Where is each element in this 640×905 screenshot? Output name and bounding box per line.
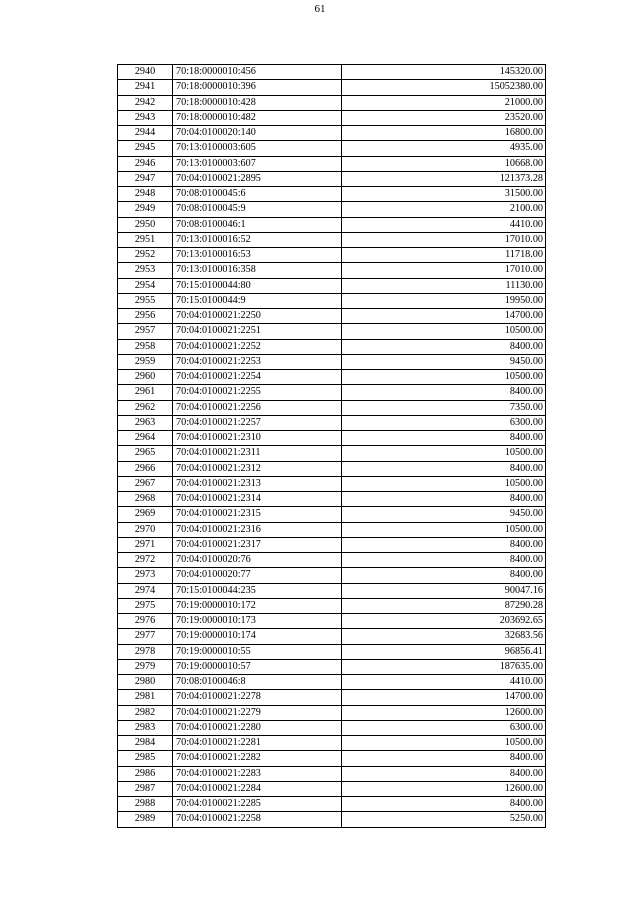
row-number-cell: 2963 (118, 415, 173, 430)
row-number-cell: 2967 (118, 476, 173, 491)
table-row (118, 720, 546, 735)
row-number-cell: 2976 (118, 614, 173, 629)
value-cell: 17010.00 (342, 232, 546, 247)
cadastral-number-cell: 70:19:0000010:174 (173, 629, 342, 644)
value-cell: 12600.00 (342, 781, 546, 796)
value-cell: 10668.00 (342, 156, 546, 171)
row-number-cell: 2951 (118, 232, 173, 247)
cadastral-number-cell: 70:04:0100020:76 (173, 553, 342, 568)
cadastral-number-cell: 70:04:0100021:2316 (173, 522, 342, 537)
table-row (118, 797, 546, 812)
table-row (118, 476, 546, 491)
value-cell: 10500.00 (342, 370, 546, 385)
value-cell: 203692.65 (342, 614, 546, 629)
row-number-cell: 2945 (118, 141, 173, 156)
cadastral-number-cell: 70:13:0100016:53 (173, 248, 342, 263)
cadastral-number-cell: 70:04:0100021:2313 (173, 476, 342, 491)
row-number-cell: 2947 (118, 171, 173, 186)
value-cell: 4410.00 (342, 217, 546, 232)
table-row (118, 522, 546, 537)
cadastral-number-cell: 70:04:0100021:2258 (173, 812, 342, 827)
row-number-cell: 2968 (118, 492, 173, 507)
row-number-cell: 2971 (118, 537, 173, 552)
row-number-cell: 2946 (118, 156, 173, 171)
cadastral-number-cell: 70:08:0100045:9 (173, 202, 342, 217)
table-row (118, 263, 546, 278)
row-number-cell: 2987 (118, 781, 173, 796)
value-cell: 2100.00 (342, 202, 546, 217)
cadastral-number-cell: 70:08:0100045:6 (173, 187, 342, 202)
cadastral-number-cell: 70:04:0100021:2279 (173, 705, 342, 720)
value-cell: 11130.00 (342, 278, 546, 293)
table-row (118, 492, 546, 507)
table-row (118, 568, 546, 583)
value-cell: 8400.00 (342, 537, 546, 552)
data-table (117, 64, 546, 828)
table-row (118, 461, 546, 476)
cadastral-number-cell: 70:04:0100021:2312 (173, 461, 342, 476)
value-cell: 8400.00 (342, 751, 546, 766)
cadastral-number-cell: 70:04:0100021:2310 (173, 431, 342, 446)
cadastral-number-cell: 70:08:0100046:8 (173, 675, 342, 690)
cadastral-number-cell: 70:04:0100021:2895 (173, 171, 342, 186)
row-number-cell: 2958 (118, 339, 173, 354)
table-row (118, 812, 546, 827)
value-cell: 9450.00 (342, 507, 546, 522)
table-row (118, 95, 546, 110)
row-number-cell: 2972 (118, 553, 173, 568)
cadastral-number-cell: 70:04:0100021:2285 (173, 797, 342, 812)
value-cell: 10500.00 (342, 446, 546, 461)
table-row (118, 598, 546, 613)
table-row (118, 659, 546, 674)
table-row (118, 248, 546, 263)
value-cell: 12600.00 (342, 705, 546, 720)
value-cell: 23520.00 (342, 110, 546, 125)
value-cell: 5250.00 (342, 812, 546, 827)
value-cell: 8400.00 (342, 492, 546, 507)
value-cell: 96856.41 (342, 644, 546, 659)
page-number: 61 (314, 3, 326, 15)
table-row (118, 537, 546, 552)
row-number-cell: 2957 (118, 324, 173, 339)
table-row (118, 278, 546, 293)
cadastral-number-cell: 70:13:0100016:52 (173, 232, 342, 247)
value-cell: 145320.00 (342, 65, 546, 80)
table-row (118, 385, 546, 400)
row-number-cell: 2961 (118, 385, 173, 400)
table-body (118, 65, 546, 828)
value-cell: 10500.00 (342, 736, 546, 751)
table-row (118, 705, 546, 720)
row-number-cell: 2989 (118, 812, 173, 827)
cadastral-number-cell: 70:04:0100021:2315 (173, 507, 342, 522)
value-cell: 8400.00 (342, 385, 546, 400)
table-row (118, 507, 546, 522)
cadastral-number-cell: 70:15:0100044:235 (173, 583, 342, 598)
table-row (118, 614, 546, 629)
row-number-cell: 2964 (118, 431, 173, 446)
table-row (118, 644, 546, 659)
table-row (118, 339, 546, 354)
value-cell: 8400.00 (342, 568, 546, 583)
value-cell: 17010.00 (342, 263, 546, 278)
row-number-cell: 2953 (118, 263, 173, 278)
table-row (118, 309, 546, 324)
value-cell: 8400.00 (342, 553, 546, 568)
cadastral-number-cell: 70:13:0100003:605 (173, 141, 342, 156)
cadastral-number-cell: 70:18:0000010:396 (173, 80, 342, 95)
row-number-cell: 2955 (118, 293, 173, 308)
value-cell: 6300.00 (342, 720, 546, 735)
cadastral-number-cell: 70:15:0100044:80 (173, 278, 342, 293)
cadastral-number-cell: 70:04:0100021:2257 (173, 415, 342, 430)
value-cell: 4410.00 (342, 675, 546, 690)
table-row (118, 690, 546, 705)
value-cell: 15052380.00 (342, 80, 546, 95)
row-number-cell: 2977 (118, 629, 173, 644)
value-cell: 9450.00 (342, 354, 546, 369)
value-cell: 8400.00 (342, 431, 546, 446)
row-number-cell: 2965 (118, 446, 173, 461)
cadastral-number-cell: 70:04:0100021:2254 (173, 370, 342, 385)
cadastral-number-cell: 70:04:0100021:2281 (173, 736, 342, 751)
row-number-cell: 2959 (118, 354, 173, 369)
row-number-cell: 2969 (118, 507, 173, 522)
value-cell: 7350.00 (342, 400, 546, 415)
row-number-cell: 2979 (118, 659, 173, 674)
value-cell: 10500.00 (342, 522, 546, 537)
value-cell: 6300.00 (342, 415, 546, 430)
table-row (118, 629, 546, 644)
cadastral-number-cell: 70:04:0100021:2255 (173, 385, 342, 400)
value-cell: 19950.00 (342, 293, 546, 308)
value-cell: 14700.00 (342, 690, 546, 705)
cadastral-number-cell: 70:18:0000010:428 (173, 95, 342, 110)
value-cell: 8400.00 (342, 461, 546, 476)
table-row (118, 156, 546, 171)
table-row (118, 187, 546, 202)
table-row (118, 400, 546, 415)
row-number-cell: 2983 (118, 720, 173, 735)
row-number-cell: 2952 (118, 248, 173, 263)
table-row (118, 110, 546, 125)
table-row (118, 766, 546, 781)
cadastral-number-cell: 70:04:0100021:2284 (173, 781, 342, 796)
row-number-cell: 2985 (118, 751, 173, 766)
row-number-cell: 2970 (118, 522, 173, 537)
table-row (118, 736, 546, 751)
table-row (118, 65, 546, 80)
cadastral-number-cell: 70:04:0100020:140 (173, 126, 342, 141)
table-row (118, 751, 546, 766)
table-row (118, 354, 546, 369)
cadastral-number-cell: 70:04:0100021:2256 (173, 400, 342, 415)
cadastral-number-cell: 70:13:0100016:358 (173, 263, 342, 278)
value-cell: 87290.28 (342, 598, 546, 613)
cadastral-number-cell: 70:04:0100021:2282 (173, 751, 342, 766)
row-number-cell: 2984 (118, 736, 173, 751)
row-number-cell: 2980 (118, 675, 173, 690)
row-number-cell: 2981 (118, 690, 173, 705)
cadastral-number-cell: 70:19:0000010:172 (173, 598, 342, 613)
table-row (118, 232, 546, 247)
table-row (118, 202, 546, 217)
table-row (118, 415, 546, 430)
row-number-cell: 2949 (118, 202, 173, 217)
table-row (118, 675, 546, 690)
table-row (118, 553, 546, 568)
value-cell: 8400.00 (342, 766, 546, 781)
row-number-cell: 2962 (118, 400, 173, 415)
row-number-cell: 2954 (118, 278, 173, 293)
cadastral-number-cell: 70:08:0100046:1 (173, 217, 342, 232)
value-cell: 121373.28 (342, 171, 546, 186)
row-number-cell: 2956 (118, 309, 173, 324)
cadastral-number-cell: 70:04:0100021:2311 (173, 446, 342, 461)
cadastral-number-cell: 70:19:0000010:55 (173, 644, 342, 659)
value-cell: 90047.16 (342, 583, 546, 598)
value-cell: 21000.00 (342, 95, 546, 110)
value-cell: 8400.00 (342, 797, 546, 812)
value-cell: 10500.00 (342, 476, 546, 491)
cadastral-number-cell: 70:04:0100021:2250 (173, 309, 342, 324)
row-number-cell: 2943 (118, 110, 173, 125)
value-cell: 11718.00 (342, 248, 546, 263)
cadastral-number-cell: 70:19:0000010:173 (173, 614, 342, 629)
value-cell: 187635.00 (342, 659, 546, 674)
row-number-cell: 2975 (118, 598, 173, 613)
row-number-cell: 2973 (118, 568, 173, 583)
row-number-cell: 2960 (118, 370, 173, 385)
row-number-cell: 2941 (118, 80, 173, 95)
row-number-cell: 2944 (118, 126, 173, 141)
table-row (118, 171, 546, 186)
cadastral-number-cell: 70:04:0100021:2253 (173, 354, 342, 369)
row-number-cell: 2986 (118, 766, 173, 781)
cadastral-number-cell: 70:04:0100021:2280 (173, 720, 342, 735)
row-number-cell: 2950 (118, 217, 173, 232)
value-cell: 31500.00 (342, 187, 546, 202)
row-number-cell: 2966 (118, 461, 173, 476)
table-row (118, 431, 546, 446)
table-row (118, 583, 546, 598)
cadastral-number-cell: 70:15:0100044:9 (173, 293, 342, 308)
value-cell: 10500.00 (342, 324, 546, 339)
cadastral-number-cell: 70:04:0100021:2314 (173, 492, 342, 507)
value-cell: 16800.00 (342, 126, 546, 141)
row-number-cell: 2988 (118, 797, 173, 812)
table-row (118, 781, 546, 796)
table-row (118, 324, 546, 339)
cadastral-number-cell: 70:18:0000010:456 (173, 65, 342, 80)
table-row (118, 80, 546, 95)
row-number-cell: 2948 (118, 187, 173, 202)
row-number-cell: 2982 (118, 705, 173, 720)
cadastral-number-cell: 70:04:0100021:2251 (173, 324, 342, 339)
table-row (118, 126, 546, 141)
cadastral-number-cell: 70:04:0100021:2252 (173, 339, 342, 354)
cadastral-number-cell: 70:04:0100020:77 (173, 568, 342, 583)
cadastral-number-cell: 70:18:0000010:482 (173, 110, 342, 125)
cadastral-number-cell: 70:04:0100021:2278 (173, 690, 342, 705)
value-cell: 8400.00 (342, 339, 546, 354)
table-row (118, 370, 546, 385)
table-row (118, 141, 546, 156)
table-row (118, 217, 546, 232)
cadastral-number-cell: 70:04:0100021:2317 (173, 537, 342, 552)
cadastral-number-cell: 70:13:0100003:607 (173, 156, 342, 171)
row-number-cell: 2974 (118, 583, 173, 598)
row-number-cell: 2942 (118, 95, 173, 110)
value-cell: 32683.56 (342, 629, 546, 644)
value-cell: 4935.00 (342, 141, 546, 156)
value-cell: 14700.00 (342, 309, 546, 324)
cadastral-number-cell: 70:19:0000010:57 (173, 659, 342, 674)
cadastral-number-cell: 70:04:0100021:2283 (173, 766, 342, 781)
row-number-cell: 2978 (118, 644, 173, 659)
table-row (118, 293, 546, 308)
row-number-cell: 2940 (118, 65, 173, 80)
table-row (118, 446, 546, 461)
